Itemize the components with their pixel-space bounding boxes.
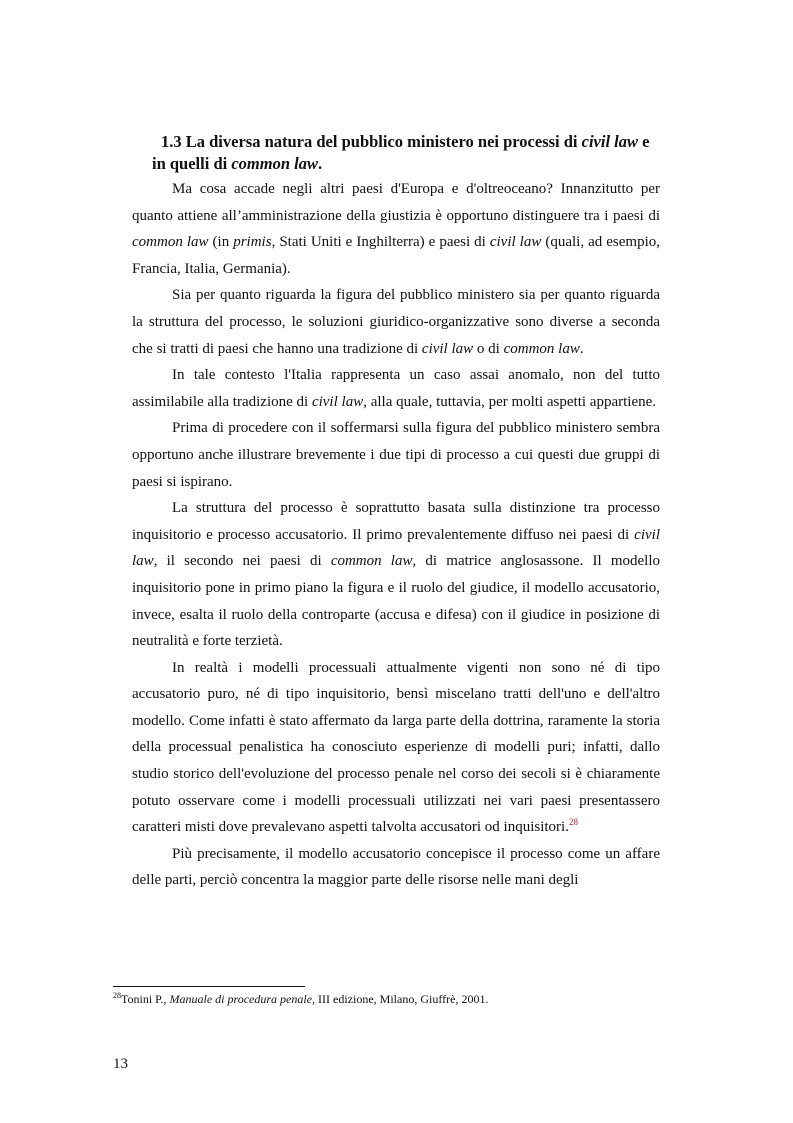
italic-term: civil law bbox=[421, 340, 474, 357]
paragraph bbox=[132, 495, 660, 655]
text-run: . bbox=[579, 340, 584, 357]
section-title-italic: civil law bbox=[581, 132, 639, 151]
italic-term: civil law bbox=[132, 526, 660, 570]
text-run: In tale contesto l'Italia rappresenta un caso assai anomalo, non del tutto assimilabile alla tradizione di bbox=[132, 367, 660, 410]
footnote-mark: 28 bbox=[113, 991, 121, 1000]
text-run: , il secondo nei paesi di bbox=[153, 553, 322, 570]
page-number: 13 bbox=[113, 1056, 128, 1072]
section-number: 1.3 bbox=[161, 132, 182, 151]
footnote bbox=[113, 992, 673, 1007]
text-run: Tonini P., bbox=[121, 992, 167, 1006]
italic-term: common law bbox=[503, 340, 580, 357]
paragraph bbox=[132, 282, 660, 362]
italic-term: common law bbox=[330, 553, 413, 570]
footnote-reference[interactable]: 28 bbox=[568, 817, 578, 828]
text-run: , alla quale, tuttavia, per molti aspetti appartiene. bbox=[363, 393, 657, 410]
section-title-part: La diversa natura del pubblico ministero nei processi di bbox=[185, 132, 578, 151]
paragraph bbox=[132, 176, 660, 282]
text-run: III edizione, Milano, Giuffrè, 2001. bbox=[318, 992, 489, 1006]
text-run: La struttura del processo è soprattutto basata sulla distinzione tra processo inquisitorio e processo accusatorio. Il primo prevalentemente diffuso nei paesi di bbox=[132, 500, 660, 543]
italic-term: Manuale di procedura penale, bbox=[169, 992, 316, 1006]
text-run: (quali, ad esempio, Francia, Italia, Germania). bbox=[132, 234, 661, 277]
body-text bbox=[132, 176, 660, 894]
text-run: (in bbox=[212, 234, 230, 251]
section-title-italic: common law bbox=[231, 154, 318, 173]
text-run: Ma cosa accade negli altri paesi d'Europa e d'oltreoceano? Innanzitutto per quanto attiene all’amministrazione della giustizia è opportuno distinguere tra i paesi di bbox=[132, 181, 660, 224]
paragraph bbox=[132, 655, 660, 841]
section-title-part: . bbox=[317, 154, 323, 173]
paragraph: Più precisamente, il modello accusatorio concepisce il processo come un affare delle parti, perciò concentra la maggior parte delle risorse nelle mani degli bbox=[132, 845, 660, 889]
paragraph: Prima di procedere con il soffermarsi sulla figura del pubblico ministero sembra opportuno anche illustrare brevemente i due tipi di processo a cui questi due gruppi di paesi si ispirano. bbox=[132, 420, 660, 490]
text-run: In realtà i modelli processuali attualmente vigenti non sono né di tipo accusatorio puro, né di tipo inquisitorio, bensì miscelano tratti dell'uno e dell'altro modello. Come infatti è stato affermato da larga parte della dottrina, raramente la storia della processual penalistica ha conosciuto esperienze di modelli puri; infatti, dallo studio storico dell'evoluzione del processo penale nel corso dei secoli si è chiaramente potuto osservare come i modelli processuali utilizzati nei vari paesi presentassero caratteri misti dove prevalevano aspetti talvolta accusatori od inquisitori. bbox=[132, 659, 660, 836]
text-run: , di matrice anglosassone. Il modello inquisitorio pone in primo piano la figura e il ruolo del giudice, il modello accusatorio, invece, esalta il ruolo della controparte (accusa e difesa) con il giudice in posizione di neutralità e forte terzietà. bbox=[132, 553, 660, 650]
paragraph bbox=[132, 362, 660, 415]
italic-term: common law bbox=[132, 234, 209, 251]
text-run: o di bbox=[476, 340, 500, 357]
text-run: Sia per quanto riguarda la figura del pubblico ministero sia per quanto riguarda la struttura del processo, le soluzioni giuridico-organizzative sono diverse a seconda che si tratti di paesi che hanno una tradizione di bbox=[132, 287, 660, 357]
footnote-divider bbox=[113, 986, 305, 987]
italic-term: civil law bbox=[489, 234, 542, 251]
italic-term: civil law bbox=[311, 393, 364, 410]
text-run: , Stati Uniti e Inghilterra) e paesi di bbox=[271, 234, 486, 251]
section-heading bbox=[152, 131, 652, 175]
italic-term: primis bbox=[233, 234, 272, 251]
section-title-part: e in quelli di bbox=[152, 132, 650, 173]
